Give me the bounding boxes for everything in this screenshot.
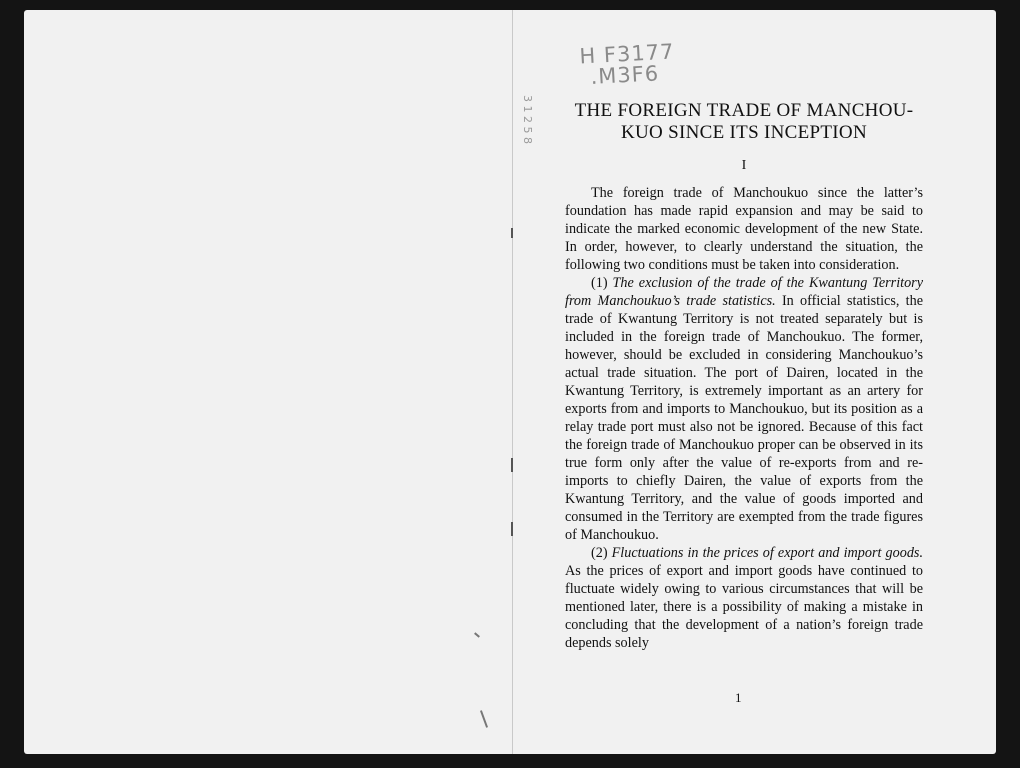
page-text [565, 100, 923, 652]
condition-1-number: (1) [591, 275, 608, 291]
gutter-mark [511, 228, 513, 238]
gutter-mark [511, 522, 513, 536]
spine-stamp: 3 1 2 5 8 [521, 95, 534, 144]
pencil-line-1: H F3177 [578, 39, 675, 69]
condition-1-paragraph [565, 274, 923, 544]
page-number: 1 [735, 690, 742, 705]
pencil-call-number [578, 39, 676, 89]
condition-1-heading: The exclusion of the trade of the Kwantung Territory from Manchoukuo’s trade statistics. [565, 275, 923, 309]
condition-2-number: (2) [591, 545, 608, 561]
book-gutter [512, 10, 513, 754]
condition-2-paragraph [565, 544, 923, 652]
title-line-2: KUO SINCE ITS INCEPTION [621, 122, 867, 143]
section-number: I [741, 158, 747, 173]
pencil-line-2: .M3F6 [589, 61, 660, 89]
condition-1-body: In official statistics, the trade of Kwantung Territory is not treated separately but is included in the foreign trade of Manchoukuo. The former, however, should be excluded in considering Manchoukuo’s actual trade situation. The port of Dairen, located in the Kwantung Territory, is extremely important as an artery for exports from and imports to Manchoukuo, but its position as a relay trade port must also not be ignored. Because of this fact the foreign trade of Manchoukuo proper can be observed in its true form only after the value of re-exports from and re-imports to chiefly Dairen, the value of exports from the Kwantung Territory, and the value of goods imported and consumed in the Territory are exempted from the trade figures of Manchoukuo. [565, 293, 923, 543]
intro-paragraph: The foreign trade of Manchoukuo since the latter’s foundation has made rapid expansion and may be said to indicate the marked economic development of the new State. In order, however, to clearly understand the situation, the following two conditions must be taken into consideration. [565, 185, 923, 273]
condition-2-heading: Fluctuations in the prices of export and import goods. [611, 545, 923, 561]
chapter-title [565, 100, 923, 144]
gutter-mark [511, 458, 513, 472]
condition-2-body: As the prices of export and import goods have continued to fluctuate widely owing to various circumstances that will be mentioned later, there is a possibility of making a mistake in concluding that the development of a nation’s foreign trade depends solely [565, 563, 923, 651]
title-line-1: THE FOREIGN TRADE OF MANCHOU- [574, 100, 914, 121]
